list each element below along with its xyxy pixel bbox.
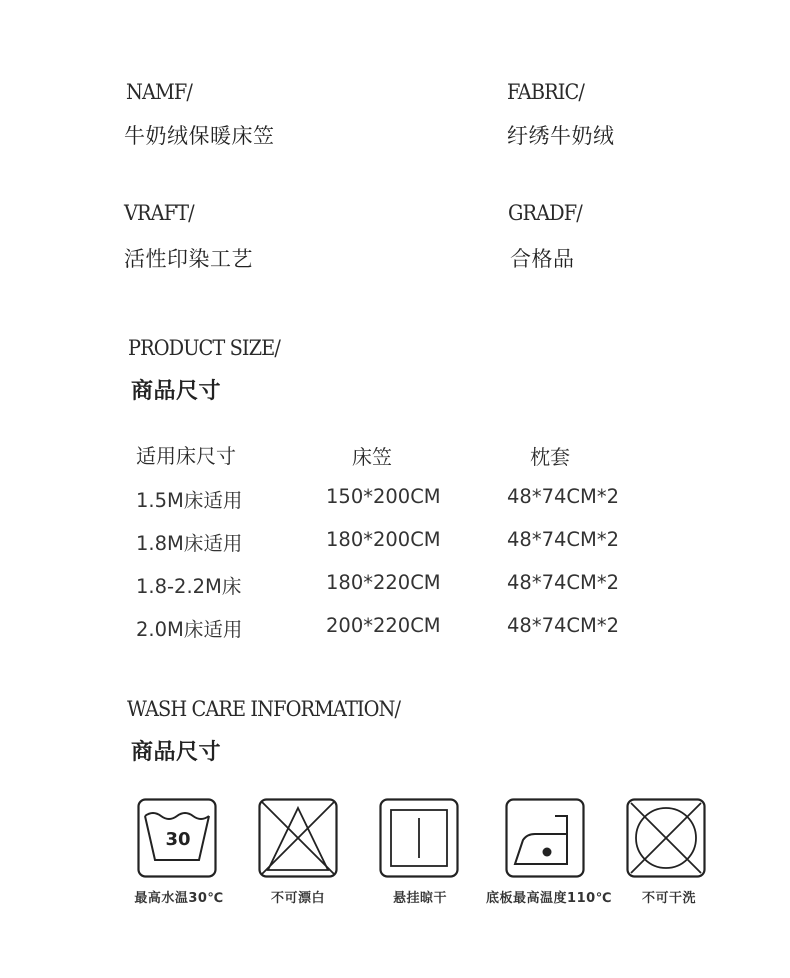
name-label-en: NAMF/ — [126, 80, 192, 104]
fabric-value: 纡绣牛奶绒 — [507, 124, 615, 148]
grade-value: 合格品 — [510, 247, 575, 271]
wash-temp-number: 30 — [165, 829, 191, 850]
table-cell: 1.5M床适用 — [136, 489, 243, 512]
size-title-cn: 商品尺寸 — [131, 379, 222, 404]
table-cell: 200*220CM — [326, 614, 441, 637]
size-title-en: PRODUCT SIZE/ — [128, 336, 280, 360]
wash-30-label: 最高水温30℃ — [134, 891, 224, 906]
iron-110-label: 底板最高温度110℃ — [486, 891, 612, 906]
wash-title-en: WASH CARE INFORMATION/ — [127, 697, 401, 721]
hang-dry-icon — [379, 798, 459, 878]
wash-30-icon — [137, 798, 217, 878]
table-cell: 1.8M床适用 — [136, 532, 243, 555]
table-header-bed-size: 适用床尺寸 — [136, 444, 236, 468]
wash-title-cn: 商品尺寸 — [131, 740, 222, 765]
table-cell: 48*74CM*2 — [507, 528, 619, 551]
table-cell: 48*74CM*2 — [507, 485, 619, 508]
table-cell: 1.8-2.2M床 — [136, 575, 242, 598]
table-cell: 48*74CM*2 — [507, 571, 619, 594]
no-bleach-label: 不可漂白 — [270, 891, 326, 906]
table-cell: 150*200CM — [326, 485, 441, 508]
no-dry-clean-label: 不可干洗 — [641, 891, 697, 906]
table-header-pillowcase: 枕套 — [530, 445, 570, 469]
table-cell: 180*200CM — [326, 528, 441, 551]
hang-dry-label: 悬挂晾干 — [392, 891, 448, 906]
table-header-fitted-sheet: 床笠 — [352, 445, 392, 469]
table-cell: 48*74CM*2 — [507, 614, 619, 637]
table-cell: 2.0M床适用 — [136, 618, 243, 641]
name-value: 牛奶绒保暖床笠 — [124, 124, 275, 148]
no-dry-clean-icon — [626, 798, 706, 878]
fabric-label-en: FABRIC/ — [507, 80, 584, 104]
table-cell: 180*220CM — [326, 571, 441, 594]
craft-value: 活性印染工艺 — [124, 247, 253, 271]
grade-label-en: GRADF/ — [508, 201, 582, 225]
craft-label-en: VRAFT/ — [124, 201, 194, 225]
no-bleach-icon — [258, 798, 338, 878]
iron-110-icon — [505, 798, 585, 878]
